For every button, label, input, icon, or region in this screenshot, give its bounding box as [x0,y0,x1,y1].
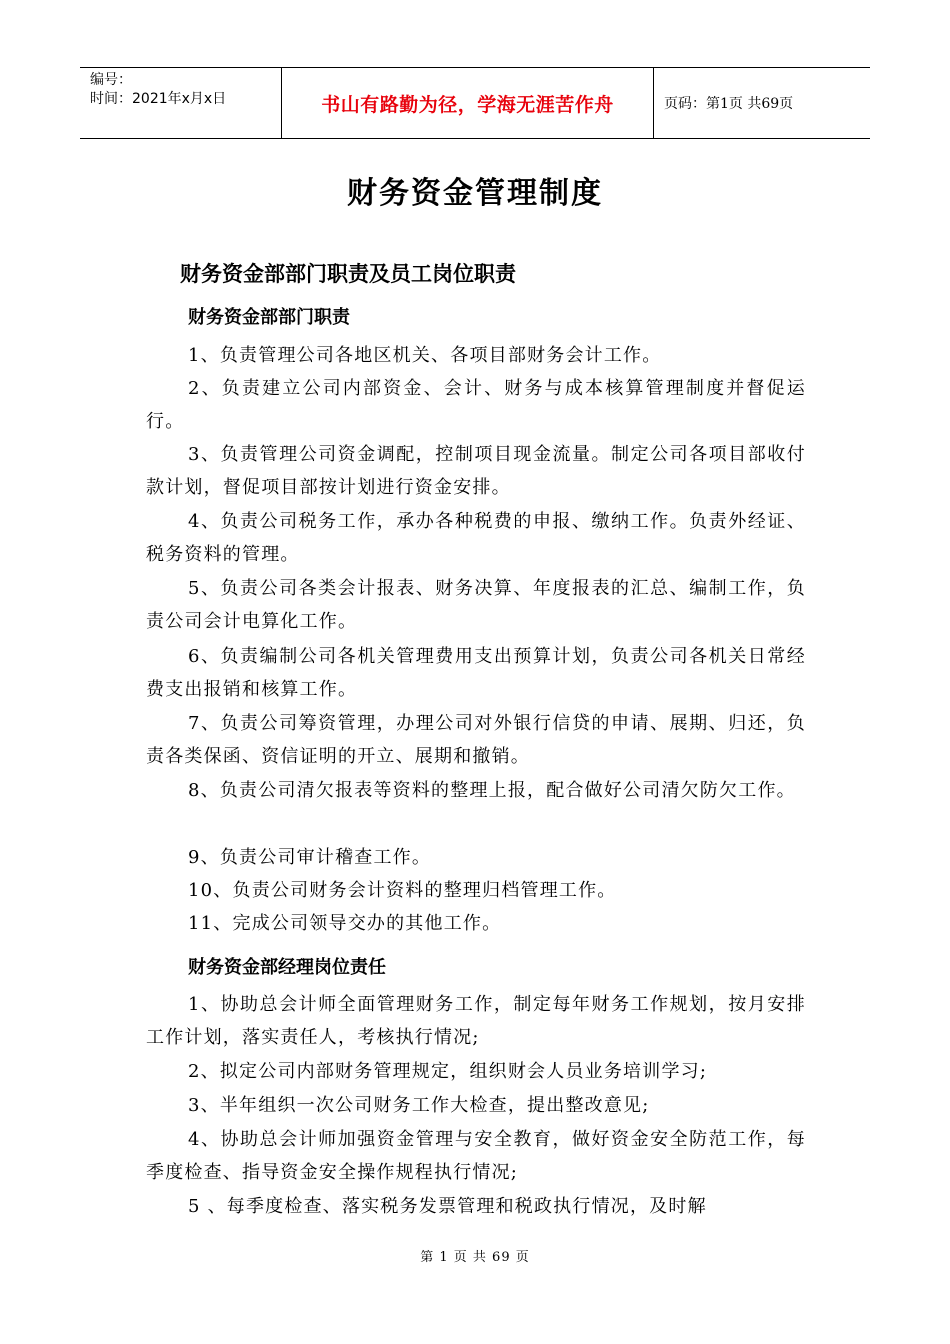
paragraph: 7、负责公司筹资管理，办理公司对外银行信贷的申请、展期、归还，负责各类保函、资信证明的开立、展期和撤销。 [146,713,806,767]
sub-heading-manager-duties: 财务资金部经理岗位责任 [188,957,386,978]
document-number-label: 编号： [90,72,132,88]
paragraph: 9、负责公司审计稽查工作。 [188,847,432,868]
paragraph: 6、负责编制公司各机关管理费用支出预算计划，负责公司各机关日常经费支出报销和核算工作。 [146,646,806,700]
header-table [80,67,870,139]
paragraph: 2、拟定公司内部财务管理规定，组织财会人员业务培训学习; [188,1061,708,1082]
paragraph: 4、协助总会计师加强资金管理与安全教育，做好资金安全防范工作，每季度检查、指导资金安全操作规程执行情况; [146,1129,806,1183]
paragraph: 3、半年组织一次公司财务工作大检查，提出整改意见; [188,1095,650,1116]
paragraph: 5、负责公司各类会计报表、财务决算、年度报表的汇总、编制工作，负责公司会计电算化工作。 [146,578,806,632]
paragraph: 4、负责公司税务工作，承办各种税费的申报、缴纳工作。负责外经证、税务资料的管理。 [146,511,806,565]
section-title: 财务资金部部门职责及员工岗位职责 [180,262,516,286]
page-footer: 第 1 页 共 69 页 [420,1250,530,1265]
document-title: 财务资金管理制度 [347,176,603,211]
header-page-cell [654,68,870,138]
paragraph: 8、负责公司清欠报表等资料的整理上报，配合做好公司清欠防欠工作。 [188,780,796,801]
paragraph: 1、协助总会计师全面管理财务工作，制定每年财务工作规划，按月安排工作计划，落实责任人，考核执行情况; [146,994,806,1048]
header-motto-cell [282,68,654,138]
paragraph: 3、负责管理公司资金调配，控制项目现金流量。制定公司各项目部收付款计划，督促项目部按计划进行资金安排。 [146,444,806,498]
paragraph: 11、完成公司领导交办的其他工作。 [188,913,502,934]
paragraph: 2、负责建立公司内部资金、会计、财务与成本核算管理制度并督促运行。 [146,378,806,432]
header-page-info: 页码：第1页 共69页 [664,96,794,112]
header-motto: 书山有路勤为径，学海无涯苦作舟 [321,93,614,116]
paragraph: 10、负责公司财务会计资料的整理归档管理工作。 [188,880,617,901]
header-meta-cell [80,68,282,138]
sub-heading-department-duties: 财务资金部部门职责 [188,307,350,328]
paragraph: 5 、每季度检查、落实税务发票管理和税政执行情况，及时解 [188,1196,707,1217]
paragraph: 1、负责管理公司各地区机关、各项目部财务会计工作。 [188,345,662,366]
document-date-label: 时间：2021年x月x日 [90,91,227,107]
